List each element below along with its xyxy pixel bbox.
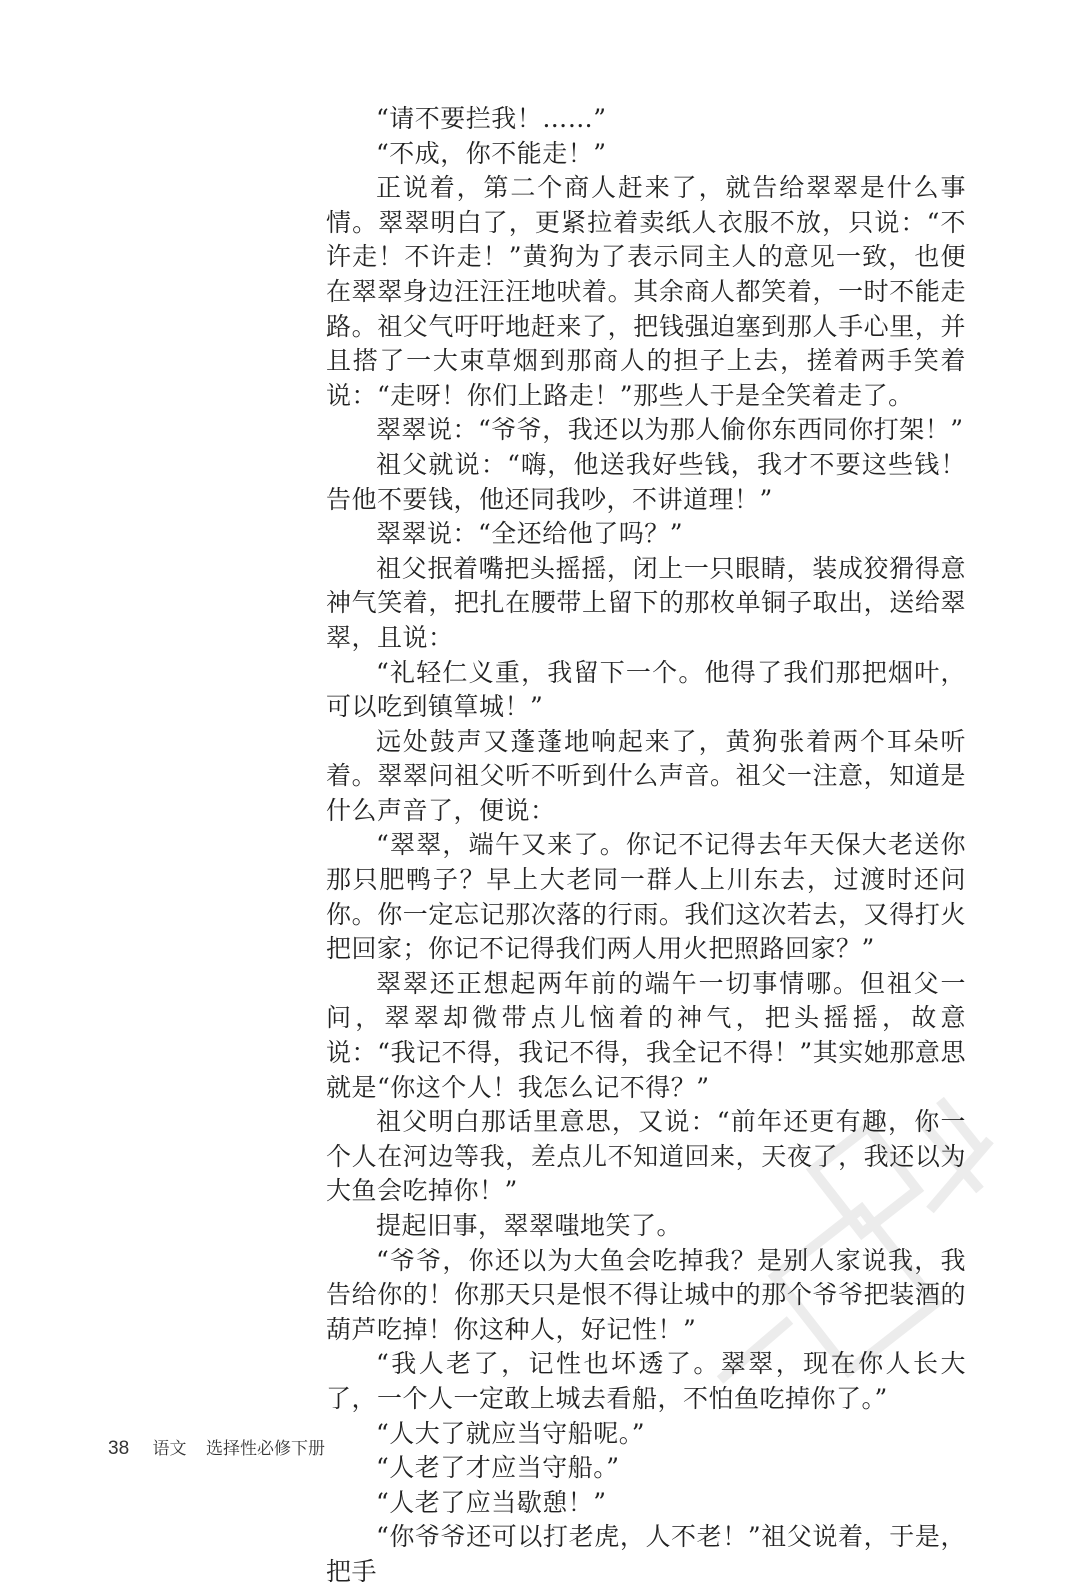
paragraph: 祖父抿着嘴把头摇摇，闭上一只眼睛，装成狡猾得意神气笑着，把扎在腰带上留下的那枚单铜子取出，送给翠翠，且说： xyxy=(326,553,966,652)
paragraph: “请不要拦我！……” xyxy=(376,104,607,133)
paragraph: “人老了应当歇憩！” xyxy=(376,1487,607,1517)
volume-label: 选择性必修下册 xyxy=(205,1439,325,1459)
body-text xyxy=(326,102,966,1590)
paragraph: “翠翠，端午又来了。你记不记得去年天保大老送你那只肥鸭子？早上大老同一群人上川东去，过渡时还问你。你一定忘记那次落的行雨。我们这次若去，又得打火把回家；你记不记得我们两人用火把照路回家？” xyxy=(326,830,966,964)
subject-label: 语文 xyxy=(152,1439,187,1459)
page-footer xyxy=(108,1434,325,1462)
paragraph: “人大了就应当守船呢。” xyxy=(376,1418,646,1448)
paragraph: 祖父就说：“嗨，他送我好些钱，我才不要这些钱！告他不要钱，他还同我吵，不讲道理！” xyxy=(326,449,966,514)
paragraph: “不成，你不能走！” xyxy=(376,138,607,168)
paragraph: 翠翠说：“全还给他了吗？” xyxy=(376,519,684,549)
paragraph: “你爷爷还可以打老虎，人不老！”祖父说着，于是，把手 xyxy=(326,1522,966,1586)
paragraph: “礼轻仁义重，我留下一个。他得了我们那把烟叶，可以吃到镇筸城！” xyxy=(326,657,966,722)
paragraph: 正说着，第二个商人赶来了，就告给翠翠是什么事情。翠翠明白了，更紧拉着卖纸人衣服不放，只说：“不许走！不许走！”黄狗为了表示同主人的意见一致，也便在翠翠身边汪汪汪地吠着。其余商人都笑着，一时不能走路。祖父气吁吁地赶来了，把钱强迫塞到那人手心里，并且搭了一大束草烟到那商人的担子上去，搓着两手笑着说：“走呀！你们上路走！”那些人于是全笑着走了。 xyxy=(326,173,966,410)
paragraph: 翠翠还正想起两年前的端午一切事情哪。但祖父一问，翠翠却微带点儿恼着的神气，把头摇摇，故意说：“我记不得，我记不得，我全记不得！”其实她那意思就是“你这个人！我怎么记不得？” xyxy=(326,968,966,1102)
page-number: 38 xyxy=(108,1438,130,1459)
paragraph: “爷爷，你还以为大鱼会吃掉我？是别人家说我，我告给你的！你那天只是恨不得让城中的那个爷爷把装酒的葫芦吃掉！你这种人，好记性！” xyxy=(326,1245,966,1344)
paragraph: “人老了才应当守船。” xyxy=(376,1453,620,1483)
paragraph: 远处鼓声又蓬蓬地响起来了，黄狗张着两个耳朵听着。翠翠问祖父听不听到什么声音。祖父一注意，知道是什么声音了，便说： xyxy=(326,726,966,825)
paragraph: 翠翠说：“爷爷，我还以为那人偷你东西同你打架！” xyxy=(376,415,964,445)
paragraph: 祖父明白那话里意思，又说：“前年还更有趣，你一个人在河边等我，差点儿不知道回来，天夜了，我还以为大鱼会吃掉你！” xyxy=(326,1107,966,1206)
paragraph: 提起旧事，翠翠嗤地笑了。 xyxy=(376,1211,683,1240)
paragraph: “我人老了，记性也坏透了。翠翠，现在你人长大了，一个人一定敢上城去看船，不怕鱼吃掉你了。” xyxy=(326,1349,966,1413)
